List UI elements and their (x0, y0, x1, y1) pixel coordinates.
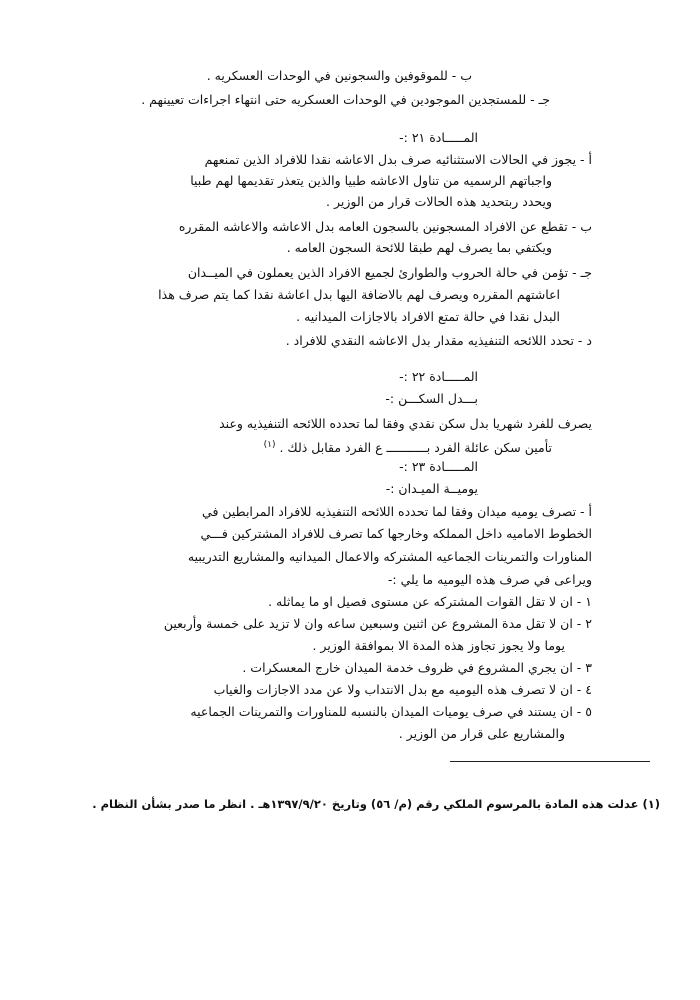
footnote-reference: (١) (263, 440, 276, 450)
list-item: ٥ - ان يستند في صرف يوميات الميدان بالنسبه للمناورات والتمرينات الجماعيه (190, 704, 592, 719)
text-line: ويراعى في صرف هذه اليوميه ما يلي :- (387, 572, 592, 587)
text-line: أ - يجوز في الحالات الاستثنائيه صرف بدل الاعاشه نقدا للافراد الذين تمنعهم (204, 152, 592, 167)
article-22-subheading: بـــدل السكـــن :- (385, 391, 478, 406)
article-21-heading: المـــــادة ٢١ :- (399, 130, 478, 145)
text-line (264, 437, 552, 456)
article-23-heading: المـــــادة ٢٣ :- (399, 459, 478, 474)
text-line: ويحدد ربتحديد هذه الحالات قرار من الوزير . (326, 194, 552, 209)
text-line: واجباتهم الرسميه من تناول الاعاشه طبيا والذين يتعذر تقديمها لهم طبيا (190, 173, 552, 188)
text-line: يصرف للفرد شهريا بدل سكن نقدي وفقا لما تحدده اللائحه التنفيذيه وعند (219, 416, 592, 431)
text-line: أ - تصرف يوميه ميدان وفقا لما تحدده اللائحه التنفيذيه للافراد المرابطين في (202, 504, 592, 519)
footnote-divider (450, 761, 650, 762)
list-item-continuation: والمشاريع على قرار من الوزير . (398, 726, 565, 741)
text-line: الخطوط الاماميه داخل المملكه وخارجها كما تصرف للافراد المشتركين فـــي (200, 526, 592, 541)
list-item: ٣ - ان يجري المشروع في ظروف خدمة الميدان خارج المعسكرات . (242, 660, 592, 675)
text-line: اعاشتهم المقرره ويصرف لهم بالاضافة اليها بدل اعاشة نقدا كما يتم صرف هذا (158, 287, 560, 302)
text-line: البدل نقدا في حالة تمتع الافراد بالاجازات الميدانيه . (296, 309, 560, 324)
article-23-subheading: يوميــة الميـدان :- (385, 481, 478, 496)
text-line: جـ - للمستجدين الموجودين في الوحدات العسكريه حتى انتهاء اجراءات تعيينهم . (141, 92, 550, 107)
text-line-content: تأمين سكن عائلة الفرد بـــــــــــ ع الفرد مقابل ذلك . (279, 440, 552, 456)
article-22-heading: المـــــادة ٢٢ :- (399, 369, 478, 384)
footnote: (١) عدلت هذه المادة بالمرسوم الملكي رقم (م/ ٥٦) وتاريخ ١٣٩٧/٩/٢٠هـ . انظر ما صدر بشأن النظام . (92, 797, 660, 811)
list-item: ٤ - ان لا تصرف هذه اليوميه مع بدل الانتداب ولا عن مدد الاجازات والغياب (213, 682, 592, 697)
text-line: ب - تقطع عن الافراد المسجونين بالسجون العامه بدل الاعاشه والاعاشه المقرره (178, 219, 592, 234)
list-item-continuation: يوما ولا يجوز تجاوز هذه المدة الا بموافقة الوزير . (312, 638, 565, 653)
text-line: المناورات والتمرينات الجماعيه المشتركه والاعمال الميدانيه والمشاريع التدريبيه (187, 549, 592, 564)
list-item: ٢ - ان لا تقل مدة المشروع عن اثنين وسبعين ساعه وان لا تزيد على خمسة وأربعين (163, 616, 592, 631)
text-line: ب - للموقوفين والسجونين في الوحدات العسكريه . (206, 68, 472, 83)
list-item: ١ - ان لا تقل القوات المشتركه عن مستوى فصيل او ما يماثله . (268, 594, 592, 609)
text-line: ويكتفي بما يصرف لهم طبقا للائحة السجون العامه . (286, 240, 552, 255)
text-line: د - تحدد اللائحه التنفيذيه مقدار بدل الاعاشه النقدي للافراد . (285, 333, 592, 348)
text-line: جـ - تؤمن في حالة الحروب والطوارئ لجميع الافراد الذين يعملون في الميــدان (187, 265, 592, 280)
